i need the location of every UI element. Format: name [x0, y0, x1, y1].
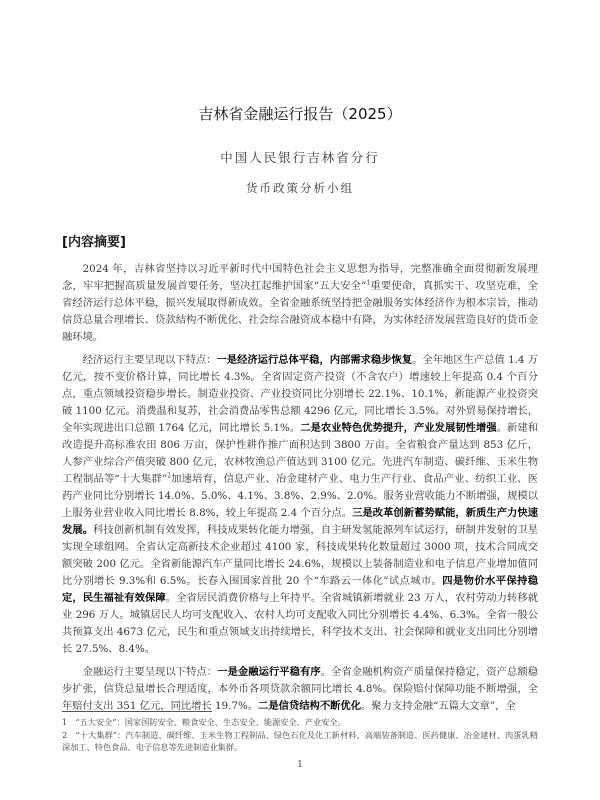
footnote-2: 2 “十大集群”：汽车制造、碳纤维、玉米生物工程制品、绿色石化及化工新材料、高端装备制造、医药健康、冶金建材、肉蛋乳精深加工、特色食品、电子信息等先进制造业集群。: [62, 729, 538, 752]
text-run: 科技创新机制有效发挥，科技成果转化能力增强，自主研发氢能源列车试运行，研制并发射的卫星实现全球组网。全省认定高新技术企业超过 4100 家，科技成果转化数量超过 3000 项，技术合同成交额突破 200 亿元。全省新能源汽车产量同比增长 24.6%，规模以上装备制造业和电子信息产业增加值同比分别增长 9.3%和 6.5%。长春入围国家首批 20 个“车路云一体化”试点城市。: [62, 524, 538, 587]
text-run: 重要使命，真抓实干、攻坚克难，全省经济运行总体平稳，振兴发展取得新成效。全省金融系统坚持把金融服务实体经济作为根本宗旨，推动信贷总量合理增长、贷款结构不断优化、社会综合融资成本稳中有降，为实体经济发展营造良好的货币金融环境。: [62, 280, 539, 343]
paragraph: [62, 664, 538, 715]
text-run: 加速培育，信息产业、冶金建材产业、电力生产行业、食品产业、纺织工业、医药产业同比分别增长 14.0%、5.0%、4.1%、3.8%、2.9%、2.0%。服务业营收能力不断增强，规模以上服务业营业收入同比增长 8.8%，较上年提高 2.4 个百分点。: [62, 473, 538, 519]
report-title: 吉林省金融运行报告（2025）: [198, 105, 402, 123]
key-point: 四是物价水平保持稳定，民生福祉有效保障: [62, 575, 538, 604]
text-run: 。全省居民消费价格与上年持平。全省城镇新增就业 23 万人，农村劳动力转移就业 296 万人。城镇居民人均可支配收入、农村人均可支配收入同比分别增长 4.4%、6.3%。全省一般公共预算支出 4673 亿元，民生和重点领域支出持续增长，科学技术支出、社会保障和就业支出同比分别增长 27.5%、8.4%。: [62, 592, 538, 655]
text-run: 。全年地区生产总值 1.4 万亿元，按不变价格计算，同比增长 4.3%。全省固定资产投资（不含农户）增速较上年提高 0.4 个百分点，重点领域投资稳步增长。制造业投资、产业投资同比分别增长 22.1%、10.1%，新能源产业投资突破 1100 亿元。消费温和复苏，社会消费品零售总额 4296 亿元，同比增长 3.5%。对外贸易保持增长，全年实现进出口总额 1764 亿元，同比增长 5.1%。: [62, 354, 539, 434]
footnote-divider: [62, 711, 212, 712]
footnotes: [62, 716, 538, 754]
key-point: 二是信贷结构不断优化: [258, 700, 362, 712]
footnote-1: 1 “五大安全”：国家国防安全、粮食安全、生态安全、能源安全、产业安全。: [62, 717, 346, 727]
footnote-ref[interactable]: 2: [167, 472, 171, 480]
text-run: 经济运行主要呈现以下特点：: [82, 354, 217, 366]
abstract-body: [62, 261, 538, 721]
key-point: 一是经济运行总体平稳，内部需求稳步恢复: [216, 354, 413, 366]
text-run: 。新建和改造提升高标准农田 806 万亩，保护性耕作推广面积达到 3800 万亩。全省粮食产量达到 853 亿斤，人参产业综合产值突破 800 亿元，农林牧渔总产值达到 3100 亿元。先进汽车制造、碳纤维、玉米生物工程制品等“十大集群”: [62, 422, 539, 485]
text-run: 。全省金融机构资产质量保持稳定，资产总额稳步扩张，信贷总量增长合理适度，本外币各项贷款余额同比增长 4.8%。保险赔付保障功能不断增强，全年赔付支出 351 亿元，同比增长 19.7%。: [62, 666, 539, 712]
author-organization: 中国人民银行吉林省分行: [220, 150, 380, 165]
key-point: 一是金融运行平稳有序: [217, 666, 321, 678]
paragraph: [62, 352, 538, 658]
key-point: 三是改革创新蓄势赋能，新质生产力快速发展。: [62, 507, 539, 536]
abstract-heading: [内容摘要]: [62, 235, 126, 250]
text-run: 金融运行主要呈现以下特点：: [82, 666, 218, 678]
text-run: 2024 年，吉林省坚持以习近平新时代中国特色社会主义思想为指导，完整准确全面贯彻新发展理念，牢牢把握高质量发展首要任务，坚决扛起维护国家“五大安全”: [62, 263, 538, 292]
key-point: 二是农业特色优势提升，产业发展韧性增强: [300, 422, 497, 434]
author-group: 货币政策分析小组: [246, 181, 354, 195]
footnote-ref[interactable]: 1: [366, 279, 371, 287]
text-run: 。聚力支持金融“五篇大文章”，全: [361, 700, 516, 712]
page-number: 1: [297, 760, 303, 770]
paragraph: [62, 261, 538, 346]
